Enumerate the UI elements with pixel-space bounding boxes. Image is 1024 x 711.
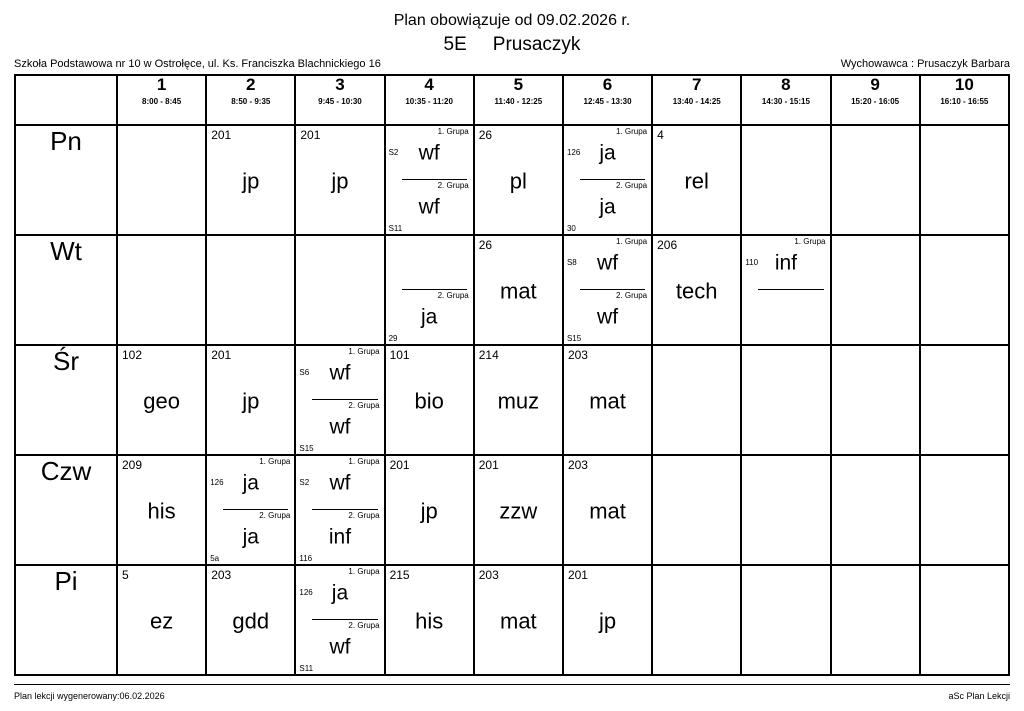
lesson-single bbox=[564, 566, 651, 674]
lesson-cell-pi-10[interactable] bbox=[920, 565, 1009, 675]
lesson-cell-sr-7[interactable] bbox=[652, 345, 741, 455]
lesson-subject: jp bbox=[598, 608, 617, 634]
group-label: 2. Grupa bbox=[348, 401, 380, 410]
lesson-subject: inf bbox=[774, 251, 797, 275]
lesson-room: 203 bbox=[567, 348, 588, 362]
lesson-group-bottom bbox=[564, 290, 651, 344]
lesson-room: 203 bbox=[567, 458, 588, 472]
lesson-cell-pi-4[interactable] bbox=[385, 565, 474, 675]
lesson-single bbox=[207, 346, 294, 454]
lesson-cell-pn-9[interactable] bbox=[831, 125, 920, 235]
lesson-subject: gdd bbox=[232, 608, 270, 634]
lesson-cell-wt-7[interactable] bbox=[652, 235, 741, 345]
lesson-cell-pi-6[interactable] bbox=[563, 565, 652, 675]
timetable-grid bbox=[14, 74, 1010, 676]
lesson-group-bottom bbox=[296, 400, 383, 454]
lesson-room: 102 bbox=[122, 348, 143, 362]
lesson-split bbox=[742, 236, 829, 344]
lesson-split bbox=[386, 236, 473, 344]
lesson-room: S2 bbox=[299, 478, 310, 487]
timetable-body bbox=[15, 125, 1009, 675]
lesson-subject: muz bbox=[497, 388, 540, 414]
lesson-single bbox=[475, 236, 562, 344]
lesson-cell-pn-3[interactable] bbox=[295, 125, 384, 235]
class-header bbox=[0, 34, 1024, 56]
lesson-cell-wt-1[interactable] bbox=[117, 235, 206, 345]
lesson-room: S2 bbox=[388, 148, 399, 157]
lesson-split bbox=[207, 456, 294, 564]
lesson-cell-pi-3[interactable] bbox=[295, 565, 384, 675]
lesson-room: 29 bbox=[388, 334, 398, 343]
lesson-room: S6 bbox=[299, 368, 310, 377]
lesson-room: S11 bbox=[299, 664, 314, 673]
school-address: Szkoła Podstawowa nr 10 w Ostrołęce, ul. Ks. Franciszka Blachnickiego 16 bbox=[14, 58, 381, 70]
lesson-group-bottom bbox=[386, 180, 473, 234]
lesson-cell-pn-1[interactable] bbox=[117, 125, 206, 235]
lesson-group-top bbox=[564, 126, 651, 180]
lesson-cell-czw-3[interactable] bbox=[295, 455, 384, 565]
lesson-single bbox=[475, 126, 562, 234]
lesson-cell-pn-8[interactable] bbox=[741, 125, 830, 235]
lesson-room: 110 bbox=[745, 258, 759, 267]
lesson-single bbox=[386, 456, 473, 564]
lesson-cell-pi-2[interactable] bbox=[206, 565, 295, 675]
lesson-split bbox=[386, 126, 473, 234]
period-header-7 bbox=[652, 75, 741, 125]
lesson-room: 101 bbox=[389, 348, 410, 362]
lesson-room: 116 bbox=[299, 554, 313, 563]
period-number: 6 bbox=[602, 75, 613, 94]
lesson-cell-czw-10[interactable] bbox=[920, 455, 1009, 565]
lesson-cell-czw-9[interactable] bbox=[831, 455, 920, 565]
lesson-group-top bbox=[296, 566, 383, 620]
lesson-room: S15 bbox=[299, 444, 314, 453]
period-header-6 bbox=[563, 75, 652, 125]
teacher-name: Prusaczyk bbox=[492, 34, 581, 55]
group-label: 2. Grupa bbox=[437, 181, 469, 190]
lesson-room: 209 bbox=[122, 458, 143, 472]
lesson-room: 26 bbox=[478, 238, 493, 252]
footer-divider bbox=[14, 684, 1010, 685]
group-label: 1. Grupa bbox=[259, 457, 291, 466]
lesson-room: 215 bbox=[389, 568, 410, 582]
lesson-subject: mat bbox=[500, 608, 537, 634]
group-label: 2. Grupa bbox=[437, 291, 469, 300]
lesson-subject: ja bbox=[242, 525, 259, 549]
timetable-row-pn bbox=[15, 125, 1009, 235]
lesson-room: 201 bbox=[211, 128, 232, 142]
lesson-subject: ja bbox=[331, 581, 349, 605]
lesson-single bbox=[653, 126, 740, 234]
day-label-czw: Czw bbox=[15, 455, 117, 565]
lesson-group-top bbox=[296, 456, 383, 510]
period-number: 3 bbox=[335, 75, 345, 94]
period-header-5 bbox=[474, 75, 563, 125]
lesson-single bbox=[118, 456, 205, 564]
lesson-cell-pi-9[interactable] bbox=[831, 565, 920, 675]
lesson-cell-sr-5[interactable] bbox=[474, 345, 563, 455]
lesson-cell-sr-8[interactable] bbox=[741, 345, 830, 455]
lesson-cell-wt-4[interactable] bbox=[385, 235, 474, 345]
period-header-8 bbox=[741, 75, 830, 125]
lesson-group-bottom bbox=[564, 180, 651, 234]
period-number: 5 bbox=[513, 75, 524, 94]
lesson-subject: ja bbox=[599, 195, 616, 219]
period-number: 9 bbox=[870, 75, 880, 94]
lesson-subject: bio bbox=[414, 388, 444, 414]
lesson-single bbox=[118, 566, 205, 674]
lesson-subject: mat bbox=[589, 498, 626, 524]
lesson-subject: mat bbox=[589, 388, 626, 414]
lesson-subject: his bbox=[147, 498, 176, 524]
lesson-subject: ja bbox=[242, 471, 259, 495]
lesson-room: 201 bbox=[567, 568, 588, 582]
period-time: 16:10 - 16:55 bbox=[940, 96, 989, 106]
footer-software: aSc Plan Lekcji bbox=[948, 691, 1010, 701]
lesson-cell-sr-2[interactable] bbox=[206, 345, 295, 455]
lesson-cell-czw-7[interactable] bbox=[652, 455, 741, 565]
lesson-cell-czw-1[interactable] bbox=[117, 455, 206, 565]
period-time: 12:45 - 13:30 bbox=[583, 96, 632, 106]
lesson-single bbox=[564, 456, 651, 564]
lesson-cell-wt-6[interactable] bbox=[563, 235, 652, 345]
lesson-split bbox=[564, 236, 651, 344]
lesson-group-top bbox=[386, 126, 473, 180]
period-time: 15:20 - 16:05 bbox=[851, 96, 900, 106]
lesson-cell-pi-1[interactable] bbox=[117, 565, 206, 675]
group-label: 1. Grupa bbox=[794, 237, 826, 246]
plan-valid-title: Plan obowiązuje od 09.02.2026 r. bbox=[393, 12, 631, 29]
lesson-room: 201 bbox=[389, 458, 410, 472]
lesson-split bbox=[296, 566, 383, 674]
group-label: 1. Grupa bbox=[437, 127, 469, 136]
lesson-room: 206 bbox=[657, 238, 678, 252]
lesson-subject: zzw bbox=[499, 498, 538, 524]
lesson-cell-sr-6[interactable] bbox=[563, 345, 652, 455]
lesson-cell-sr-3[interactable] bbox=[295, 345, 384, 455]
lesson-cell-wt-3[interactable] bbox=[295, 235, 384, 345]
tutor-label: Wychowawca : Prusaczyk Barbara bbox=[840, 58, 1010, 70]
day-label-pn: Pn bbox=[15, 125, 117, 235]
lesson-cell-pi-8[interactable] bbox=[741, 565, 830, 675]
lesson-room: 5a bbox=[210, 554, 220, 563]
lesson-single bbox=[386, 346, 473, 454]
lesson-single bbox=[118, 346, 205, 454]
lesson-split bbox=[564, 126, 651, 234]
timetable-row-czw bbox=[15, 455, 1009, 565]
period-time: 14:30 - 15:15 bbox=[761, 96, 810, 106]
period-number: 10 bbox=[954, 75, 974, 94]
lesson-room: 203 bbox=[478, 568, 499, 582]
group-label: 1. Grupa bbox=[348, 567, 380, 576]
lesson-subject: inf bbox=[328, 525, 352, 549]
lesson-split bbox=[296, 456, 383, 564]
lesson-cell-czw-2[interactable] bbox=[206, 455, 295, 565]
day-label-wt: Wt bbox=[15, 235, 117, 345]
period-time: 13:40 - 14:25 bbox=[672, 96, 721, 106]
lesson-subject: wf bbox=[418, 195, 440, 219]
lesson-subject: rel bbox=[684, 168, 709, 194]
lesson-cell-wt-5[interactable] bbox=[474, 235, 563, 345]
lesson-cell-pn-7[interactable] bbox=[652, 125, 741, 235]
lesson-cell-pi-7[interactable] bbox=[652, 565, 741, 675]
group-label: 1. Grupa bbox=[615, 127, 648, 136]
lesson-cell-sr-1[interactable] bbox=[117, 345, 206, 455]
lesson-subject: wf bbox=[329, 471, 351, 495]
lesson-group-bottom bbox=[207, 510, 294, 564]
day-label-pi: Pi bbox=[15, 565, 117, 675]
lesson-cell-sr-4[interactable] bbox=[385, 345, 474, 455]
period-time: 9:45 - 10:30 bbox=[318, 96, 362, 106]
lesson-subject: ja bbox=[599, 141, 616, 165]
lesson-subject: wf bbox=[329, 635, 351, 659]
lesson-cell-sr-10[interactable] bbox=[920, 345, 1009, 455]
lesson-cell-czw-6[interactable] bbox=[563, 455, 652, 565]
period-header-9 bbox=[831, 75, 920, 125]
lesson-cell-pn-4[interactable] bbox=[385, 125, 474, 235]
lesson-group-bottom bbox=[742, 290, 829, 344]
group-label: 1. Grupa bbox=[615, 237, 648, 246]
lesson-group-top bbox=[742, 236, 829, 290]
period-header-10 bbox=[920, 75, 1009, 125]
lesson-room: 126 bbox=[566, 148, 581, 157]
lesson-group-bottom bbox=[386, 290, 473, 344]
period-header-1 bbox=[117, 75, 206, 125]
period-header-3 bbox=[295, 75, 384, 125]
footer-generated: Plan lekcji wygenerowany:06.02.2026 bbox=[14, 691, 165, 701]
lesson-single bbox=[207, 566, 294, 674]
lesson-room: S11 bbox=[388, 224, 403, 233]
lesson-room: 203 bbox=[211, 568, 232, 582]
lesson-cell-sr-9[interactable] bbox=[831, 345, 920, 455]
lesson-group-top bbox=[564, 236, 651, 290]
lesson-cell-pn-10[interactable] bbox=[920, 125, 1009, 235]
lesson-subject: jp bbox=[242, 388, 260, 414]
lesson-cell-czw-5[interactable] bbox=[474, 455, 563, 565]
timetable-row-pi bbox=[15, 565, 1009, 675]
class-name: 5E bbox=[443, 34, 467, 55]
lesson-cell-wt-9[interactable] bbox=[831, 235, 920, 345]
period-number: 4 bbox=[424, 75, 434, 94]
group-label: 2. Grupa bbox=[259, 511, 291, 520]
lesson-subject: wf bbox=[329, 361, 351, 385]
period-time: 8:00 - 8:45 bbox=[142, 96, 182, 106]
lesson-room: 201 bbox=[478, 458, 499, 472]
lesson-subject: wf bbox=[329, 415, 351, 439]
group-label: 1. Grupa bbox=[348, 347, 380, 356]
lesson-room: 5 bbox=[122, 568, 129, 582]
lesson-single bbox=[386, 566, 473, 674]
period-number: 1 bbox=[156, 75, 167, 94]
lesson-group-bottom bbox=[296, 620, 383, 674]
lesson-room: 4 bbox=[657, 128, 664, 142]
lesson-subject: wf bbox=[418, 141, 440, 165]
lesson-subject: jp bbox=[331, 168, 349, 194]
lesson-cell-czw-4[interactable] bbox=[385, 455, 474, 565]
lesson-room: 126 bbox=[299, 588, 313, 597]
lesson-group-bottom bbox=[296, 510, 383, 564]
lesson-group-top bbox=[296, 346, 383, 400]
group-label: 1. Grupa bbox=[348, 457, 380, 466]
timetable-row-wt bbox=[15, 235, 1009, 345]
lesson-group-top bbox=[207, 456, 294, 510]
lesson-subject: pl bbox=[509, 168, 527, 194]
lesson-subject: wf bbox=[597, 305, 619, 329]
lesson-subject: ez bbox=[149, 608, 174, 634]
lesson-subject: wf bbox=[597, 251, 619, 275]
corner-cell bbox=[15, 75, 117, 125]
lesson-subject: geo bbox=[143, 388, 180, 414]
period-header-2 bbox=[206, 75, 295, 125]
lesson-single bbox=[296, 126, 383, 234]
lesson-single bbox=[207, 126, 294, 234]
lesson-cell-pn-6[interactable] bbox=[563, 125, 652, 235]
lesson-cell-pn-5[interactable] bbox=[474, 125, 563, 235]
period-header-4 bbox=[385, 75, 474, 125]
lesson-subject: his bbox=[415, 608, 444, 634]
lesson-room: 26 bbox=[478, 128, 493, 142]
lesson-room: 201 bbox=[211, 348, 232, 362]
lesson-cell-pn-2[interactable] bbox=[206, 125, 295, 235]
lesson-single bbox=[653, 236, 740, 344]
lesson-cell-czw-8[interactable] bbox=[741, 455, 830, 565]
lesson-room: 30 bbox=[566, 224, 576, 233]
group-label: 2. Grupa bbox=[348, 511, 380, 520]
lesson-room: S15 bbox=[566, 334, 582, 343]
group-label: 2. Grupa bbox=[615, 291, 648, 300]
lesson-cell-pi-5[interactable] bbox=[474, 565, 563, 675]
lesson-single bbox=[475, 346, 562, 454]
lesson-room: S8 bbox=[566, 258, 577, 267]
period-number: 8 bbox=[781, 75, 791, 94]
group-label: 2. Grupa bbox=[348, 621, 380, 630]
group-label: 2. Grupa bbox=[615, 181, 648, 190]
lesson-split bbox=[296, 346, 383, 454]
lesson-group-top bbox=[386, 236, 473, 290]
lesson-subject: jp bbox=[242, 168, 260, 194]
lesson-single bbox=[475, 456, 562, 564]
lesson-subject: ja bbox=[420, 305, 438, 329]
period-time: 11:40 - 12:25 bbox=[494, 96, 543, 106]
lesson-cell-wt-8[interactable] bbox=[741, 235, 830, 345]
period-number: 2 bbox=[246, 75, 256, 94]
day-label-sr: Śr bbox=[15, 345, 117, 455]
period-time: 8:50 - 9:35 bbox=[231, 96, 271, 106]
header-row bbox=[15, 75, 1009, 125]
lesson-subject: jp bbox=[420, 498, 438, 524]
period-time: 10:35 - 11:20 bbox=[405, 96, 453, 106]
lesson-room: 126 bbox=[210, 478, 224, 487]
lesson-cell-wt-2[interactable] bbox=[206, 235, 295, 345]
lesson-subject: mat bbox=[500, 278, 537, 304]
lesson-room: 201 bbox=[300, 128, 321, 142]
period-number: 7 bbox=[691, 75, 702, 94]
timetable-row-sr bbox=[15, 345, 1009, 455]
lesson-cell-wt-10[interactable] bbox=[920, 235, 1009, 345]
lesson-room: 214 bbox=[478, 348, 499, 362]
lesson-single bbox=[475, 566, 562, 674]
lesson-single bbox=[564, 346, 651, 454]
lesson-subject: tech bbox=[675, 278, 718, 304]
